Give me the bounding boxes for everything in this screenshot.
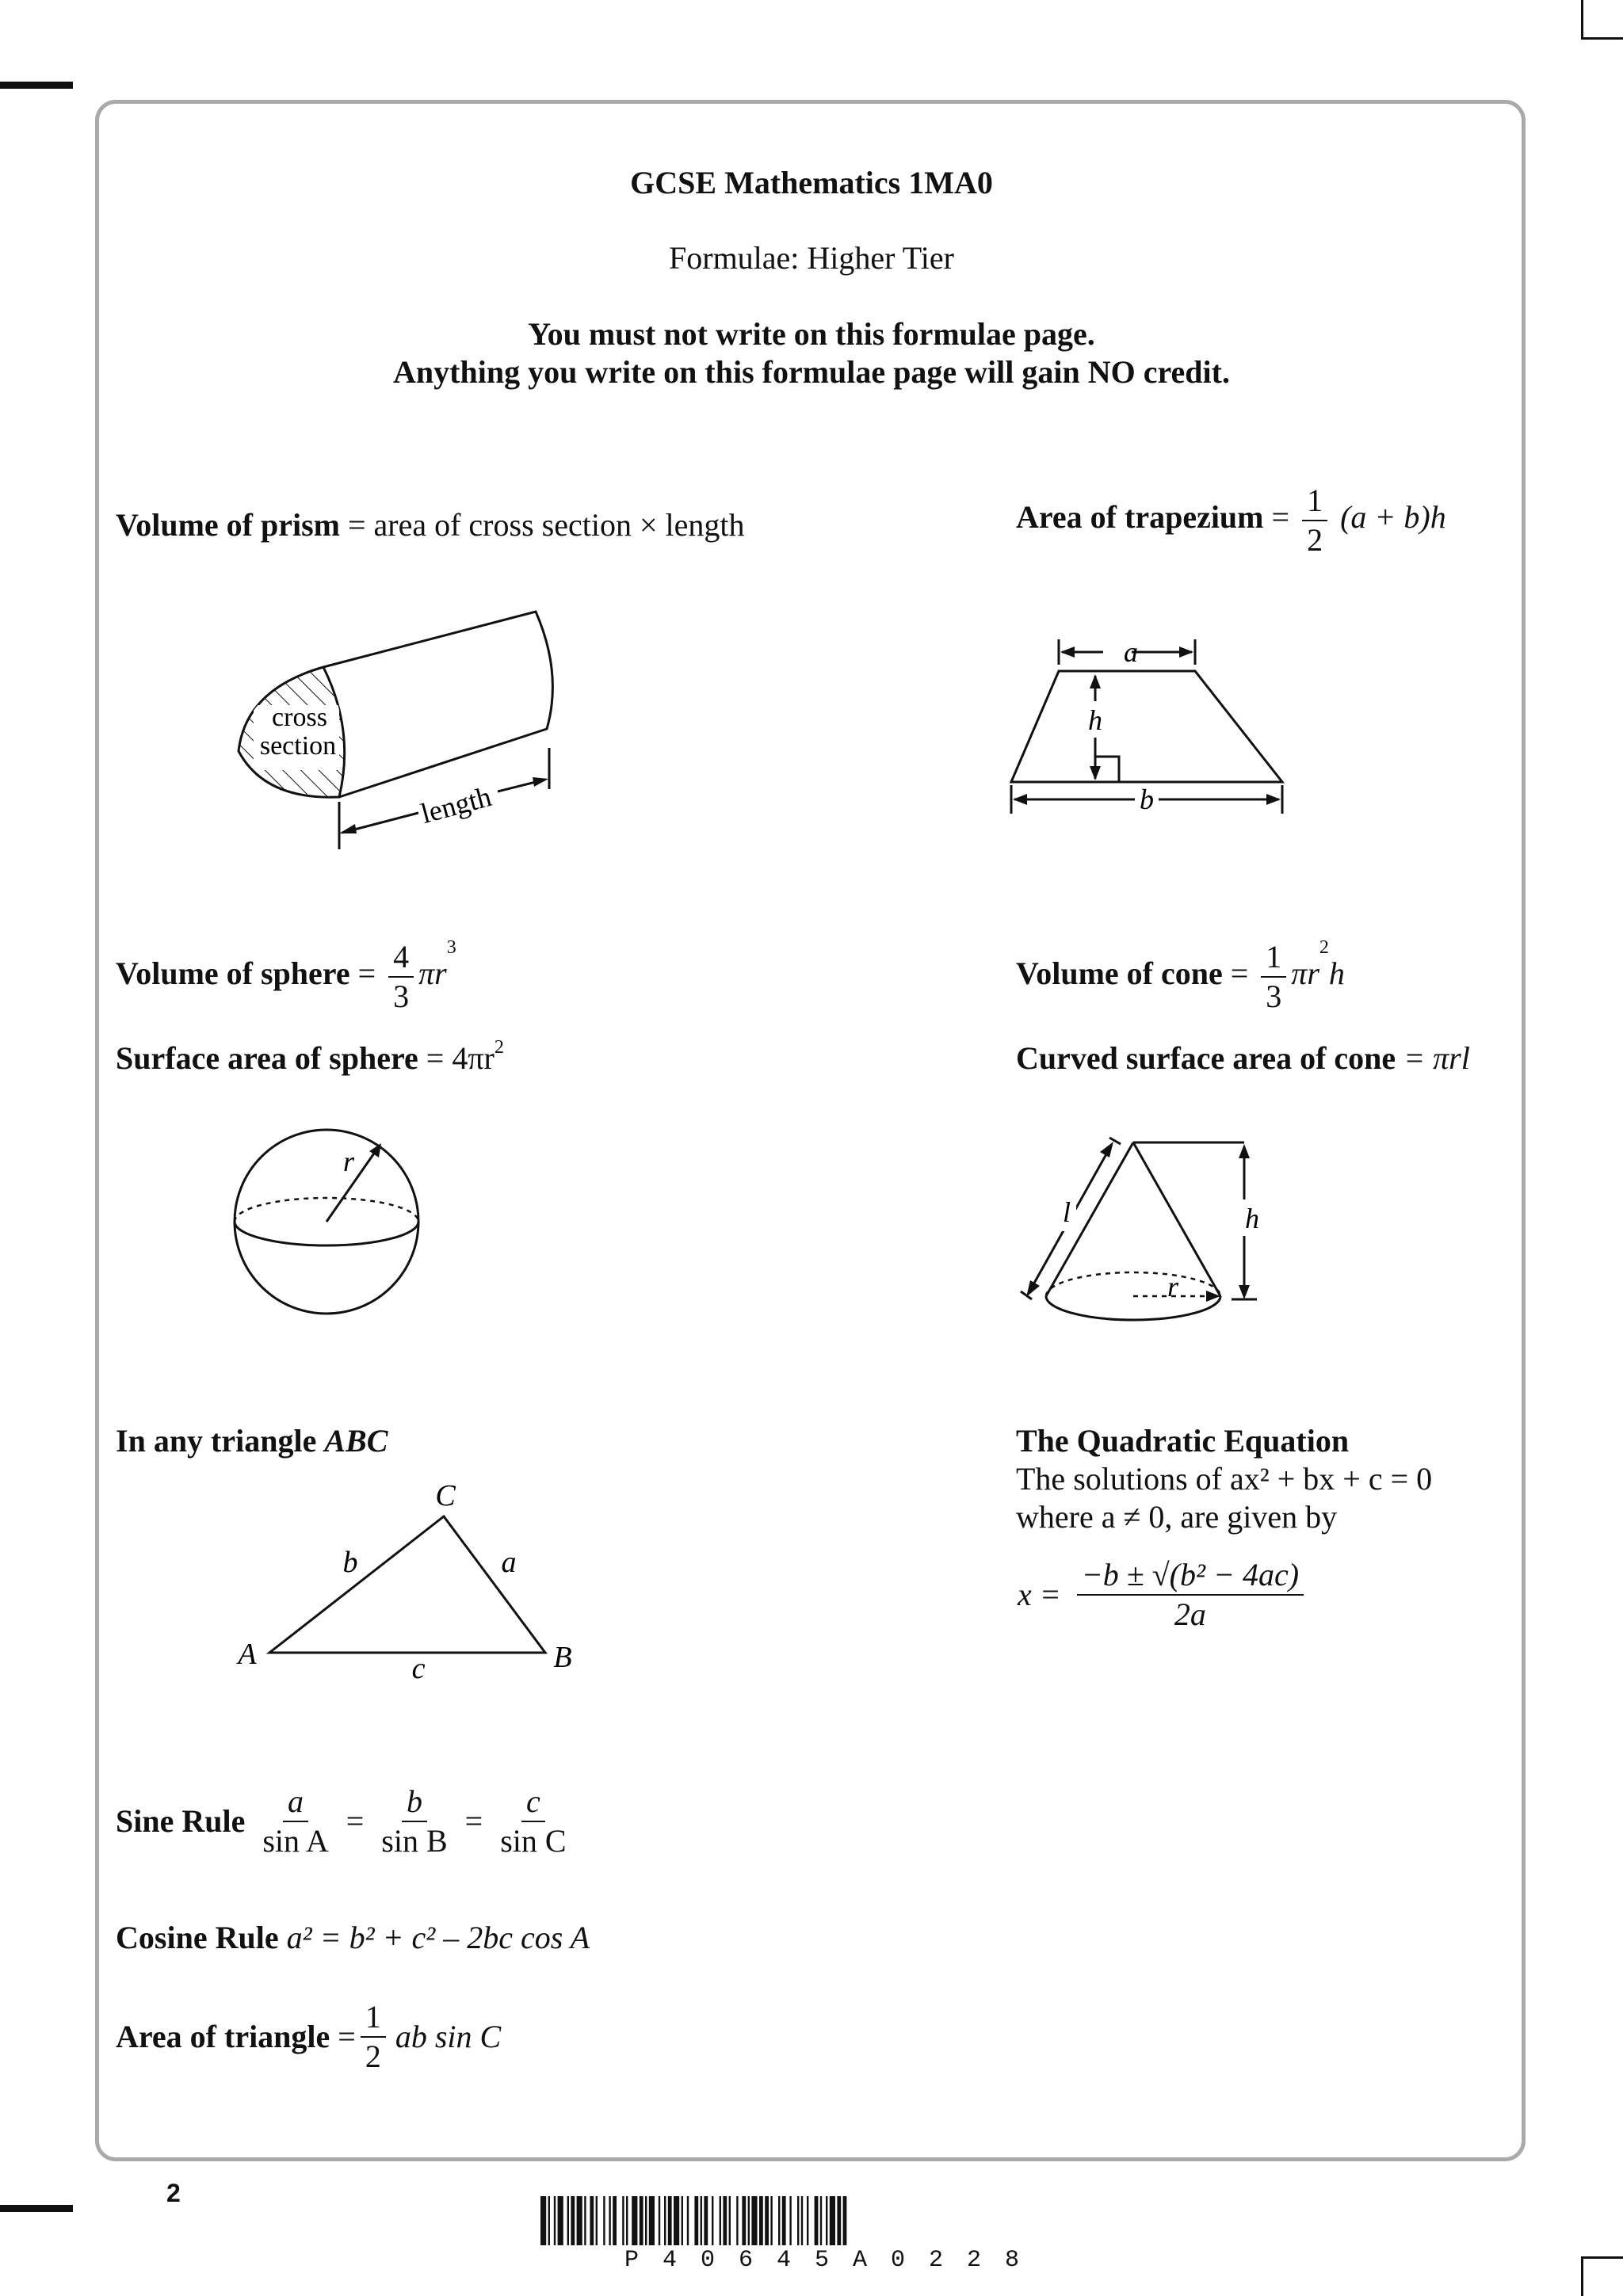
barcode-bar xyxy=(830,2196,835,2245)
b-arrowhead-right xyxy=(1266,794,1281,805)
barcode-bar xyxy=(548,2196,550,2245)
side-a-label: a xyxy=(501,1546,517,1579)
cosine-rule-formula xyxy=(116,1919,590,1957)
cone-num: 1 xyxy=(1261,940,1286,978)
barcode-bar xyxy=(577,2196,582,2245)
crop-mark-bottom-right xyxy=(1581,2256,1583,2296)
barcode-bar xyxy=(687,2196,689,2245)
barcode-text: P 4 0 6 4 5 A 0 2 2 8 xyxy=(624,2247,1025,2274)
quadratic-numerator: −b ± √(b² − 4ac) xyxy=(1077,1558,1304,1596)
page-number: 2 xyxy=(166,2179,181,2207)
area-triangle-eq: = xyxy=(338,2019,356,2054)
triangle-label-italic: ABC xyxy=(324,1423,388,1459)
sine-d3: sin C xyxy=(500,1823,567,1859)
cone-l-label: l xyxy=(1062,1196,1071,1228)
slant-arrowhead-top xyxy=(1100,1142,1113,1158)
barcode-bar xyxy=(765,2196,769,2245)
barcode-bar xyxy=(682,2196,683,2245)
length-arrowhead-left xyxy=(339,824,357,833)
barcode-bar xyxy=(668,2196,672,2245)
barcode-bar xyxy=(613,2196,617,2245)
barcode-bar xyxy=(609,2196,610,2245)
vertex-B-label: B xyxy=(553,1641,572,1674)
margin-mark-top-left xyxy=(0,82,73,89)
barcode-bar xyxy=(778,2196,780,2245)
cross-section-text-2: section xyxy=(259,731,337,761)
cone-curved-formula xyxy=(1016,1039,1470,1077)
cone-curved-label: Curved surface area of cone xyxy=(1016,1040,1396,1076)
page-subtitle: Formulae: Higher Tier xyxy=(669,240,954,276)
barcode-bar xyxy=(720,2196,721,2245)
trapezium-label: Area of trapezium xyxy=(1016,499,1264,536)
h-label: h xyxy=(1088,704,1102,736)
length-arrowhead-right xyxy=(533,777,548,787)
sine-d1: sin A xyxy=(262,1823,329,1859)
cone-volume-pre: πr xyxy=(1291,955,1319,992)
sphere-surface-exp: 2 xyxy=(494,1037,504,1058)
slant-arrowhead-bottom xyxy=(1026,1280,1040,1297)
cone-base-back xyxy=(1046,1272,1220,1296)
area-triangle-num: 1 xyxy=(361,2000,386,2038)
sphere-diagram xyxy=(230,1125,428,1323)
b-label: b xyxy=(1140,784,1154,815)
prism-label: Volume of prism xyxy=(116,507,340,543)
cross-section-text-1: cross xyxy=(272,703,327,732)
barcode-bar xyxy=(843,2196,847,2245)
sine-n3: c xyxy=(521,1784,545,1822)
trapezium-num: 1 xyxy=(1302,483,1327,521)
barcode-bar xyxy=(742,2196,746,2245)
length-label: length xyxy=(417,780,495,830)
vertex-C-label: C xyxy=(435,1479,456,1512)
barcode-bar xyxy=(626,2196,628,2245)
barcode-bar xyxy=(751,2196,757,2245)
cone-volume-formula xyxy=(1016,937,1345,1014)
warning-line-2: Anything you write on this formulae page will gain NO credit. xyxy=(393,354,1230,390)
barcode-bar xyxy=(770,2196,772,2245)
barcode-bar xyxy=(694,2196,698,2245)
barcode-bar xyxy=(782,2196,786,2245)
barcode-bar xyxy=(748,2196,750,2245)
barcode-bar xyxy=(622,2196,624,2245)
cone-h-arrowhead-up xyxy=(1239,1144,1250,1158)
barcode-bar xyxy=(807,2196,808,2245)
barcode-bar xyxy=(729,2196,731,2245)
sphere-volume-formula xyxy=(116,937,456,1014)
crop-mark-top-right-h xyxy=(1581,37,1623,40)
page-title: GCSE Mathematics 1MA0 xyxy=(630,165,993,200)
sine-eq-2: = xyxy=(464,1803,483,1839)
a-arrowhead-left xyxy=(1060,646,1075,658)
area-triangle-formula xyxy=(116,2000,501,2074)
radius-arrowhead xyxy=(369,1143,381,1158)
cone-curved-text: = πrl xyxy=(1403,1040,1470,1076)
barcode-bar xyxy=(567,2196,569,2245)
sphere-volume-label: Volume of sphere xyxy=(116,955,350,992)
barcode-bar xyxy=(826,2196,827,2245)
quadratic-line-1: The solutions of ax² + bx + c = 0 xyxy=(1016,1461,1433,1497)
vertex-A-label: A xyxy=(238,1638,257,1671)
quadratic-title: The Quadratic Equation xyxy=(1016,1423,1350,1459)
sine-eq-1: = xyxy=(346,1803,365,1839)
sphere-volume-exp: 3 xyxy=(446,937,456,958)
barcode-bar xyxy=(584,2196,586,2245)
trapezium-formula xyxy=(1016,483,1446,558)
cone-volume-label: Volume of cone xyxy=(1016,955,1223,992)
prism-outline xyxy=(323,612,552,797)
sphere-equator-back xyxy=(235,1198,418,1222)
barcode-bar xyxy=(674,2196,679,2245)
trapezium-rest: (a + b)h xyxy=(1340,499,1446,536)
barcode-bar xyxy=(789,2196,791,2245)
barcode-bar xyxy=(712,2196,713,2245)
barcode-bar xyxy=(649,2196,655,2245)
triangle-label: In any triangle xyxy=(116,1423,317,1459)
area-triangle-rest: ab sin C xyxy=(395,2019,502,2054)
cosine-rule-text: a² = b² + c² – 2bc cos A xyxy=(286,1920,590,1955)
side-c-label: c xyxy=(411,1652,426,1685)
sphere-surface-label: Surface area of sphere xyxy=(116,1040,418,1076)
sphere-den: 3 xyxy=(393,978,410,1014)
barcode-bar xyxy=(664,2196,666,2245)
cone-volume-exp: 2 xyxy=(1319,937,1329,958)
area-triangle-den: 2 xyxy=(365,2039,381,2074)
quadratic-x-eq: x = xyxy=(1018,1577,1061,1612)
barcode-bar xyxy=(640,2196,643,2245)
sphere-num: 4 xyxy=(388,940,414,978)
prism-formula xyxy=(116,506,744,544)
crop-mark-bottom-right-h xyxy=(1581,2256,1623,2259)
sine-fraction-1 xyxy=(258,1784,333,1859)
triangle-heading xyxy=(116,1422,388,1460)
barcode-bar xyxy=(701,2196,702,2245)
sphere-surface-text: = 4πr xyxy=(426,1040,495,1076)
sphere-volume-rest: πr xyxy=(418,955,447,992)
barcode-bar xyxy=(571,2196,575,2245)
barcode-bar xyxy=(659,2196,660,2245)
h-arrowhead-up xyxy=(1090,674,1101,688)
a-label: a xyxy=(1124,636,1138,668)
barcode-bar xyxy=(801,2196,803,2245)
cone-diagram xyxy=(1006,1125,1276,1339)
cone-den: 3 xyxy=(1266,978,1282,1014)
area-triangle-label: Area of triangle xyxy=(116,2019,330,2054)
cone-h-arrowhead-down xyxy=(1239,1285,1250,1299)
slant-tick-top xyxy=(1109,1138,1121,1144)
cosine-rule-label: Cosine Rule xyxy=(116,1920,279,1955)
crop-mark-top-right xyxy=(1581,0,1583,40)
a-arrowhead-right xyxy=(1179,646,1193,658)
cone-fraction xyxy=(1261,940,1286,1014)
barcode-bar xyxy=(645,2196,647,2245)
barcode-bar xyxy=(723,2196,727,2245)
barcode-bar xyxy=(837,2196,841,2245)
barcode-bar xyxy=(759,2196,763,2245)
side-b-label: b xyxy=(342,1546,358,1579)
sine-fraction-2 xyxy=(376,1784,452,1859)
quadratic-denominator: 2a xyxy=(1174,1596,1206,1632)
barcode-bar xyxy=(590,2196,594,2245)
barcode-bar xyxy=(632,2196,637,2245)
barcode-bar xyxy=(797,2196,799,2245)
prism-diagram xyxy=(222,602,586,856)
quadratic-fraction xyxy=(1077,1558,1304,1632)
sphere-equator-front xyxy=(235,1222,418,1245)
sphere-r-label: r xyxy=(342,1146,355,1177)
trapezium-diagram xyxy=(1000,630,1301,820)
cone-volume-post: h xyxy=(1328,955,1345,992)
barcode-bar xyxy=(596,2196,598,2245)
trapezium-den: 2 xyxy=(1307,522,1323,558)
margin-mark-bottom-left xyxy=(0,2205,73,2212)
cone-eq: = xyxy=(1230,955,1249,992)
barcode-bar xyxy=(540,2196,546,2245)
sine-rule-label: Sine Rule xyxy=(116,1803,246,1839)
sphere-surface-formula xyxy=(116,1039,504,1077)
trapezium-eq: = xyxy=(1271,499,1290,536)
barcode-bar xyxy=(558,2196,563,2245)
sine-fraction-3 xyxy=(495,1784,571,1859)
b-arrowhead-left xyxy=(1013,794,1027,805)
h-arrowhead-down xyxy=(1090,766,1101,780)
prism-formula-text: = area of cross section × length xyxy=(347,507,745,543)
barcode-bar xyxy=(736,2196,738,2245)
quadratic-formula xyxy=(1018,1558,1308,1632)
warning-line-1: You must not write on this formulae page. xyxy=(528,316,1095,352)
barcode-bar xyxy=(815,2196,819,2245)
cone-base-front xyxy=(1046,1296,1220,1320)
cone-r-label: r xyxy=(1167,1271,1179,1302)
sine-rule-formula xyxy=(116,1784,576,1859)
trapezium-shape xyxy=(1011,671,1282,782)
trapezium-fraction xyxy=(1302,483,1327,558)
barcode-bar xyxy=(820,2196,822,2245)
area-triangle-fraction xyxy=(361,2000,386,2074)
quadratic-line-2: where a ≠ 0, are given by xyxy=(1016,1499,1338,1535)
barcode-bar xyxy=(554,2196,556,2245)
sine-d2: sin B xyxy=(381,1823,448,1859)
cone-h-label: h xyxy=(1245,1203,1259,1234)
triangle-diagram xyxy=(222,1474,586,1688)
sphere-eq: = xyxy=(357,955,376,992)
barcode-bar xyxy=(704,2196,708,2245)
barcode-bar xyxy=(603,2196,605,2245)
sine-n1: a xyxy=(283,1784,308,1822)
sphere-fraction xyxy=(388,940,414,1014)
triangle-shape xyxy=(269,1516,545,1653)
sine-n2: b xyxy=(402,1784,427,1822)
